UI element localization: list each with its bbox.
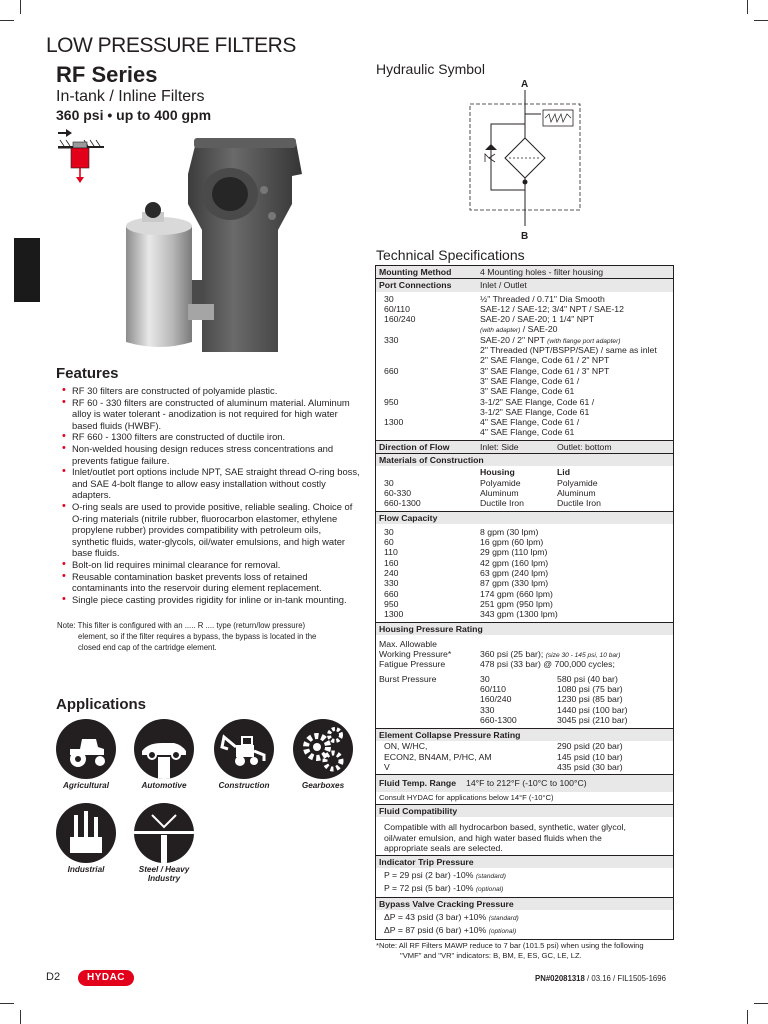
flow-size: 30: [384, 526, 394, 537]
spec-line: 360 psi • up to 400 gpm: [56, 107, 212, 123]
table-row: [376, 547, 673, 557]
column-header: Housing: [480, 467, 515, 478]
table-row: [376, 715, 673, 725]
compat-line: oil/water emulsion, and high water based fluids when the: [384, 832, 602, 843]
flow-size: 1300: [384, 609, 404, 620]
subtitle: In-tank / Inline Filters: [56, 88, 205, 105]
crop-mark: [20, 0, 21, 14]
spec-row: [376, 805, 673, 817]
crop-mark: [20, 1010, 21, 1024]
spec-label: Port Connections: [379, 280, 452, 291]
feature-item: • RF 60 - 330 filters are constructed of aluminum material. Aluminum alloy is water tolerant - anodization is not required for high water based fluids (HWBF).: [60, 397, 360, 432]
material-lid: Ductile Iron: [557, 498, 601, 509]
spec-row: [376, 898, 673, 910]
burst-size: 660-1300: [480, 714, 517, 725]
port-value: SAE-20 / SAE-20; 1 1/4" NPT: [480, 314, 595, 325]
port-b-label: B: [521, 231, 529, 242]
hydraulic-symbol-heading: Hydraulic Symbol: [376, 61, 485, 77]
spec-label: Flow Capacity: [379, 512, 438, 523]
table-row: [376, 527, 673, 537]
table-row: [376, 335, 673, 345]
bypass-note: (standard): [488, 915, 519, 923]
features-heading: Features: [56, 365, 119, 382]
check-ball: [523, 180, 528, 185]
backhoe-icon: [214, 719, 274, 779]
flow-value: 29 gpm (110 lpm): [480, 547, 548, 558]
table-row: [376, 537, 673, 547]
spec-label: Materials of Construction: [379, 455, 484, 466]
table-row: [376, 294, 673, 304]
application-label: Industrial: [67, 865, 105, 874]
part-number-rest: / 03.16 / FIL1505-1696: [584, 974, 666, 983]
trip-note: (optional): [475, 885, 504, 893]
spec-row: [376, 454, 673, 466]
flow-size: 110: [384, 547, 398, 558]
table-row: [376, 674, 673, 684]
table-row: [376, 345, 673, 355]
footnote-line: "VMF" and "VR" indicators: B, BM, E, ES, GC, LE, LZ.: [400, 950, 582, 960]
collapse-name: V: [384, 762, 390, 773]
burst-value: 580 psi (40 bar): [557, 673, 618, 684]
compat-line: Compatible with all hydrocarbon based, synthetic, water glycol,: [384, 822, 626, 833]
column-header: Lid: [557, 467, 571, 478]
factory-icon: [56, 803, 116, 863]
collapse-name: ON, W/HC,: [384, 741, 428, 752]
table-row: [376, 568, 673, 578]
feature-item: • RF 660 - 1300 filters are constructed of ductile iron.: [60, 431, 360, 443]
port-value: ½" Threaded / 0.71" Dia Smooth: [480, 293, 605, 304]
pressure-value: 360 psi (25 bar);: [480, 649, 544, 660]
burst-size: 30: [480, 673, 490, 684]
application-label: Agricultural: [63, 781, 109, 790]
collapse-value: 435 psid (30 bar): [557, 762, 623, 773]
note-line: closed end cap of the cartridge element.: [78, 642, 217, 652]
port-size: 60/110: [384, 303, 410, 314]
crop-mark: [0, 20, 14, 21]
table-row: [376, 558, 673, 568]
feature-item: • Bolt-on lid requires minimal clearance for removal.: [60, 559, 360, 571]
spec-row: [376, 512, 673, 524]
spec-collapse: [376, 728, 673, 774]
collapse-value: 290 psid (20 bar): [557, 741, 623, 752]
flow-rows: [376, 524, 673, 622]
table-row: [376, 609, 673, 619]
table-row: [376, 355, 673, 365]
application-steel: [129, 803, 199, 883]
table-row: [376, 578, 673, 588]
crop-mark: [747, 0, 748, 14]
pressure-note: (size 30 - 145 psi, 10 bar): [545, 652, 621, 660]
bypass-note: (optional): [488, 927, 517, 935]
feature-item: • Non-welded housing design reduces stress concentrations and prevents fatigue failure.: [60, 443, 360, 466]
material-housing: Aluminum: [480, 487, 519, 498]
feature-item: • Single piece casting provides rigidity for inline or in-tank mounting.: [60, 594, 360, 606]
burst-size: 160/240: [480, 694, 512, 705]
page-number: D2: [46, 971, 61, 983]
flow-size: 330: [384, 578, 399, 589]
spec-pressure: [376, 622, 673, 729]
bypass-value: ΔP = 87 psid (6 bar) +10%: [384, 924, 487, 935]
flow-size: 60: [384, 537, 394, 548]
bypass-rows: [376, 910, 673, 939]
tractor-icon: [56, 719, 116, 779]
pressure-label: Max. Allowable: [379, 638, 437, 649]
gears-icon: [293, 719, 353, 779]
pressure-label: Fatigue Pressure: [379, 659, 446, 670]
feature-item: • O-ring seals are used to provide positive, reliable sealing. Choice of O-ring materials (nitrile rubber, fluorocarbon elastomer, ethylene propylene rubber) provides compatibility with petroleum oils, synthetic fluids, water-glycols, oil/water emulsions, and high water base fluids.: [60, 501, 360, 559]
material-size: 660-1300: [384, 498, 421, 509]
spec-flow-capacity: [376, 511, 673, 622]
table-row: [376, 427, 673, 437]
port-value: 3-1/2" SAE Flange, Code 61 /: [480, 396, 595, 407]
spec-label: Housing Pressure Rating: [379, 623, 483, 634]
port-note: (with flange port adapter): [547, 337, 621, 345]
table-row: [376, 386, 673, 396]
flow-size: 240: [384, 568, 399, 579]
temp-note: Consult HYDAC for applications below 14°F (-10°C): [379, 792, 554, 802]
table-row: [376, 589, 673, 599]
compat-text: [376, 817, 673, 855]
port-value: SAE-12 / SAE-12; 3/4" NPT / SAE-12: [480, 303, 624, 314]
application-label: Steel / Heavy Industry: [138, 865, 190, 883]
material-rows: [376, 466, 673, 510]
table-header-row: [376, 467, 673, 477]
note-line: Note: This filter is configured with an ..... R .... type (return/low pressure): [57, 621, 306, 630]
flow-size: 160: [384, 557, 399, 568]
table-row: [376, 304, 673, 314]
port-size: 330: [384, 334, 399, 345]
material-size: 30: [384, 477, 394, 488]
collapse-rows: [376, 741, 673, 774]
table-row: [376, 883, 673, 895]
applications-heading: Applications: [56, 696, 147, 713]
port-value: 3" SAE Flange, Code 61 / 3" NPT: [480, 365, 610, 376]
burst-value: 3045 psi (210 bar): [557, 714, 628, 725]
port-value: 4" SAE Flange, Code 61 /: [480, 417, 580, 428]
hydac-logo: HYDAC: [78, 970, 134, 986]
table-row: [376, 925, 673, 937]
spec-flow-direction: [376, 440, 673, 453]
flow-value: 16 gpm (60 lpm): [480, 537, 544, 548]
port-value: 2" Threaded (NPT/BSPP/SAE) / same as inlet: [480, 345, 657, 356]
port-value: 3" SAE Flange, Code 61: [480, 386, 575, 397]
pressure-rows: [376, 635, 673, 728]
application-label: Gearboxes: [301, 781, 345, 790]
material-housing: Ductile Iron: [480, 498, 524, 509]
spec-mounting: [376, 266, 673, 278]
spec-trip-pressure: [376, 855, 673, 897]
flow-value: 251 gpm (950 lpm): [480, 598, 553, 609]
section-title: LOW PRESSURE FILTERS: [46, 34, 296, 57]
spec-row: [376, 623, 673, 635]
spec-row: [376, 775, 673, 791]
pressure-label: Burst Pressure: [379, 673, 437, 684]
temp-value: 14°F to 212°F (-10°C to 100°C): [466, 778, 587, 789]
feature-item: • Reusable contamination basket prevents loss of retained contaminants into the reservoir during element replacement.: [60, 571, 360, 594]
table-row: [376, 407, 673, 417]
spec-label: Indicator Trip Pressure: [379, 857, 474, 868]
port-rows: [376, 292, 673, 440]
table-row: [376, 684, 673, 694]
spec-row: [376, 729, 673, 741]
filter-type-icon: [58, 128, 104, 184]
port-value: 4" SAE Flange, Code 61: [480, 427, 575, 438]
table-row: [376, 488, 673, 498]
table-row: [376, 314, 673, 324]
trip-value: P = 72 psi (5 bar) -10%: [384, 882, 474, 893]
material-lid: Polyamide: [557, 477, 598, 488]
spec-label: Fluid Temp. Range: [379, 778, 457, 789]
flow-inlet: Inlet: Side: [480, 441, 519, 452]
crop-mark: [754, 1003, 768, 1004]
feature-item: • RF 30 filters are constructed of polyamide plastic.: [60, 385, 360, 397]
spec-label: Direction of Flow: [379, 441, 450, 452]
pressure-label: Working Pressure*: [379, 649, 452, 660]
trip-note: (standard): [475, 873, 506, 881]
feature-item: • Inlet/outlet port options include NPT, SAE straight thread O-ring boss, and SAE 4-bolt flange to allow easy installation without costly adapters.: [60, 466, 360, 501]
flow-value: 343 gpm (1300 lpm): [480, 609, 558, 620]
footnote-line: *Note: All RF Filters MAWP reduce to 7 bar (101.5 psi) when using the following: [376, 941, 644, 950]
ladle-icon: [134, 803, 194, 863]
series-title: RF Series: [56, 62, 158, 87]
burst-value: 1230 psi (85 bar): [557, 694, 623, 705]
port-value: 2" SAE Flange, Code 61 / 2" NPT: [480, 355, 610, 366]
flow-size: 660: [384, 588, 399, 599]
part-number: PN#02081318: [535, 974, 585, 983]
table-row: [376, 762, 673, 772]
compat-line: appropriate seals are selected.: [384, 842, 503, 853]
table-row: [376, 324, 673, 334]
port-value: SAE-20 / 2" NPT: [480, 334, 545, 345]
flow-size: 950: [384, 598, 399, 609]
hydraulic-symbol-diagram: [465, 74, 585, 242]
bypass-arrow: [485, 144, 497, 150]
port-value: / SAE-20: [522, 324, 558, 335]
crop-mark: [747, 1010, 748, 1024]
table-row: [376, 478, 673, 488]
application-agricultural: [51, 719, 121, 790]
flow-value: 8 gpm (30 lpm): [480, 526, 539, 537]
trip-value: P = 29 psi (2 bar) -10%: [384, 870, 474, 881]
table-row: [376, 376, 673, 386]
spec-ports: [376, 278, 673, 439]
port-size: 660: [384, 365, 399, 376]
port-size: 950: [384, 396, 399, 407]
table-row: [376, 741, 673, 751]
bypass-value: ΔP = 43 psid (3 bar) +10%: [384, 912, 487, 923]
table-row: [376, 599, 673, 609]
port-size: 30: [384, 293, 394, 304]
spec-label: Fluid Compatibility: [379, 805, 458, 816]
collapse-value: 145 psid (10 bar): [557, 751, 623, 762]
car-icon: [134, 719, 194, 779]
table-row: [376, 752, 673, 762]
application-automotive: [129, 719, 199, 790]
table-row: [376, 912, 673, 924]
spec-label: Bypass Valve Cracking Pressure: [379, 899, 514, 910]
port-size: 160/240: [384, 314, 416, 325]
note-line: element, so if the filter requires a bypass, the bypass is located in the: [78, 631, 317, 641]
table-row: [376, 659, 673, 669]
spec-value: Inlet / Outlet: [480, 280, 527, 291]
table-row: [376, 639, 673, 649]
port-a-label: A: [521, 79, 529, 90]
port-note: (with adapter): [480, 327, 521, 335]
spec-label: Element Collapse Pressure Rating: [379, 730, 521, 741]
spec-compatibility: [376, 804, 673, 855]
features-note: [57, 621, 362, 653]
material-lid: Aluminum: [557, 487, 596, 498]
table-row: [376, 498, 673, 508]
crop-mark: [0, 1003, 14, 1004]
table-row: [376, 870, 673, 882]
burst-size: 60/110: [480, 683, 506, 694]
flow-outlet: Outlet: bottom: [557, 441, 612, 452]
table-row: [376, 649, 673, 659]
tech-specs-table: [375, 265, 674, 940]
product-image: [106, 134, 306, 356]
burst-value: 1440 psi (100 bar): [557, 704, 628, 715]
flow-value: 87 gpm (330 lpm): [480, 578, 549, 589]
spec-materials: [376, 453, 673, 510]
spec-footnote: [376, 941, 676, 960]
tech-specs-heading: Technical Specifications: [376, 247, 525, 263]
features-list: [60, 385, 360, 605]
spec-row: [376, 279, 673, 291]
pressure-value: 478 psi (33 bar) @ 700,000 cycles;: [480, 659, 615, 670]
bypass-spring: [485, 154, 495, 162]
application-label: Automotive: [141, 781, 187, 790]
port-size: 1300: [384, 417, 404, 428]
table-row: [376, 397, 673, 407]
port-value: 3-1/2" SAE Flange, Code 61: [480, 406, 590, 417]
table-row: [376, 417, 673, 427]
burst-size: 330: [480, 704, 495, 715]
indicator-symbol: [543, 110, 573, 126]
table-row: [376, 366, 673, 376]
section-side-tab: [14, 238, 40, 302]
spec-row: [376, 856, 673, 868]
application-gearboxes: [288, 719, 358, 790]
part-number-line: [535, 974, 666, 983]
port-value: 3" SAE Flange, Code 61 /: [480, 375, 580, 386]
table-row: [376, 705, 673, 715]
spec-value: 4 Mounting holes - filter housing: [480, 267, 604, 277]
spec-row: [376, 441, 673, 453]
crop-mark: [754, 20, 768, 21]
application-industrial: [51, 803, 121, 874]
flow-value: 42 gpm (160 lpm): [480, 557, 549, 568]
spec-temperature: [376, 774, 673, 804]
spec-label: Mounting Method: [379, 267, 452, 277]
burst-value: 1080 psi (75 bar): [557, 683, 623, 694]
material-size: 60-330: [384, 487, 412, 498]
material-housing: Polyamide: [480, 477, 521, 488]
flow-value: 63 gpm (240 lpm): [480, 568, 549, 579]
application-construction: [209, 719, 279, 790]
flow-value: 174 gpm (660 lpm): [480, 588, 553, 599]
trip-rows: [376, 868, 673, 897]
spec-row: [376, 266, 673, 278]
collapse-name: ECON2, BN4AM, P/HC, AM: [384, 751, 492, 762]
spec-bypass: [376, 897, 673, 939]
table-row: [376, 694, 673, 704]
application-label: Construction: [218, 781, 270, 790]
